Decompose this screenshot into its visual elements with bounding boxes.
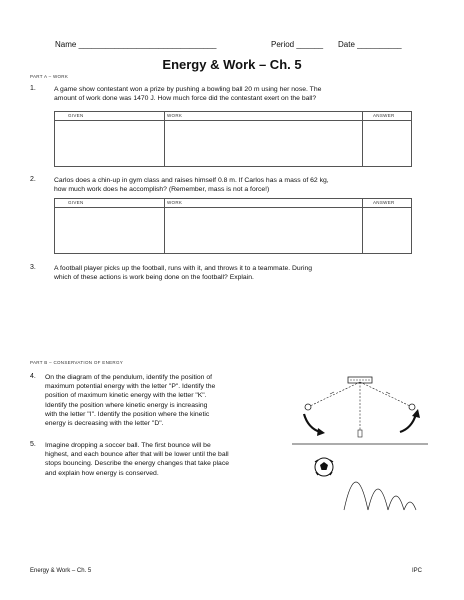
question-5-line-4: and explain how energy is conserved. xyxy=(45,469,159,477)
question-3-number: 3. xyxy=(30,264,36,271)
question-1-text xyxy=(54,85,321,103)
answer-table-1-divider-2 xyxy=(362,112,363,166)
footer-right: IPC xyxy=(412,568,423,574)
question-1-number: 1. xyxy=(30,85,36,92)
question-3-line-2: which of these actions is work being done on the football? Explain. xyxy=(54,274,254,282)
question-4-line-3: position of maximum kinetic energy with the letter "K". xyxy=(45,392,207,400)
pendulum-bob-left xyxy=(305,404,311,410)
question-4-line-2: maximum potential energy with the letter "P". Identify the xyxy=(45,383,216,391)
swing-mark-right xyxy=(386,392,390,394)
name-row xyxy=(55,40,217,49)
date-label: Date xyxy=(338,40,355,49)
date-row xyxy=(338,40,402,49)
bounce-arc-2 xyxy=(368,489,388,510)
answer-table-1-given-header: GIVEN xyxy=(68,113,84,118)
period-blank[interactable]: ______ xyxy=(296,40,324,49)
page-title: Energy & Work – Ch. 5 xyxy=(162,57,302,72)
answer-table-2[interactable] xyxy=(54,198,412,254)
bounce-arc-1 xyxy=(344,482,368,510)
period-label: Period xyxy=(271,40,295,49)
date-blank[interactable]: __________ xyxy=(357,40,402,49)
answer-table-1-header-rule xyxy=(55,120,411,121)
answer-table-2-header-rule xyxy=(55,207,411,208)
footer-left: Energy & Work – Ch. 5 xyxy=(30,568,92,574)
question-2-text xyxy=(54,176,329,194)
bounce-arc-3 xyxy=(388,496,404,510)
question-3-text xyxy=(54,264,312,282)
swing-mark-left xyxy=(330,392,334,394)
question-4-line-1: On the diagram of the pendulum, identify the position of xyxy=(45,374,213,381)
question-5-line-2: highest, and each bounce after that will be lower until the ball xyxy=(45,451,229,459)
pendulum-bob-right xyxy=(409,404,415,410)
pendulum-bob-center xyxy=(358,430,362,437)
question-2-line-1: Carlos does a chin-up in gym class and raises himself 0.8 m. If Carlos has a mass of 62 kg, xyxy=(54,177,329,184)
question-5-number: 5. xyxy=(30,441,36,448)
question-4-line-5: with the letter "I". Identify the position where the kinetic xyxy=(45,410,210,418)
period-row xyxy=(271,40,323,49)
bouncing-ball-diagram[interactable] xyxy=(300,448,450,518)
question-4-line-4: Identify the position where kinetic energy is increasing xyxy=(45,401,208,409)
answer-table-1-answer-header: ANSWER xyxy=(373,113,395,118)
part-a-label: PART A – WORK xyxy=(30,74,69,79)
question-2-number: 2. xyxy=(30,176,36,183)
answer-table-2-given-header: GIVEN xyxy=(68,200,84,205)
name-label: Name xyxy=(55,40,77,49)
question-5-text xyxy=(45,441,229,478)
pendulum-string-right xyxy=(360,382,410,406)
name-blank[interactable]: _______________________________ xyxy=(78,40,217,49)
swing-arrowhead-left-icon xyxy=(317,428,325,436)
swing-arrow-right-icon xyxy=(400,414,416,432)
answer-table-2-work-header: WORK xyxy=(167,200,183,205)
question-3-line-1: A football player picks up the football, runs with it, and throws it to a teammate. During xyxy=(54,265,313,272)
answer-table-2-answer-header: ANSWER xyxy=(373,200,395,205)
pendulum-diagram[interactable] xyxy=(290,370,430,450)
swing-arrow-left-icon xyxy=(304,414,320,432)
part-b-label: PART B – CONSERVATION OF ENERGY xyxy=(30,360,124,365)
question-4-number: 4. xyxy=(30,373,36,380)
question-4-line-6: energy is decreasing with the letter "D". xyxy=(45,420,164,428)
answer-table-1-work-header: WORK xyxy=(167,113,183,118)
question-1-line-1: A game show contestant won a prize by pushing a bowling ball 20 m using her nose. The xyxy=(54,86,322,93)
question-4-text xyxy=(45,373,215,428)
question-5-line-3: stops bouncing. Describe the energy changes that take place xyxy=(45,460,230,468)
question-5-line-1: Imagine dropping a soccer ball. The first bounce will be xyxy=(45,442,211,449)
question-2-line-2: how much work does he accomplish? (Remember, mass is not a force!) xyxy=(54,186,270,194)
pendulum-string-left xyxy=(310,382,360,406)
answer-table-2-divider-2 xyxy=(362,199,363,253)
swing-arrowhead-right-icon xyxy=(412,409,420,418)
answer-table-1-divider-1 xyxy=(164,112,165,166)
bounce-arc-4 xyxy=(404,502,416,510)
answer-table-1[interactable] xyxy=(54,111,412,167)
question-1-line-2: amount of work done was 1470 J. How much force did the contestant exert on the ball? xyxy=(54,95,317,103)
answer-table-2-divider-1 xyxy=(164,199,165,253)
